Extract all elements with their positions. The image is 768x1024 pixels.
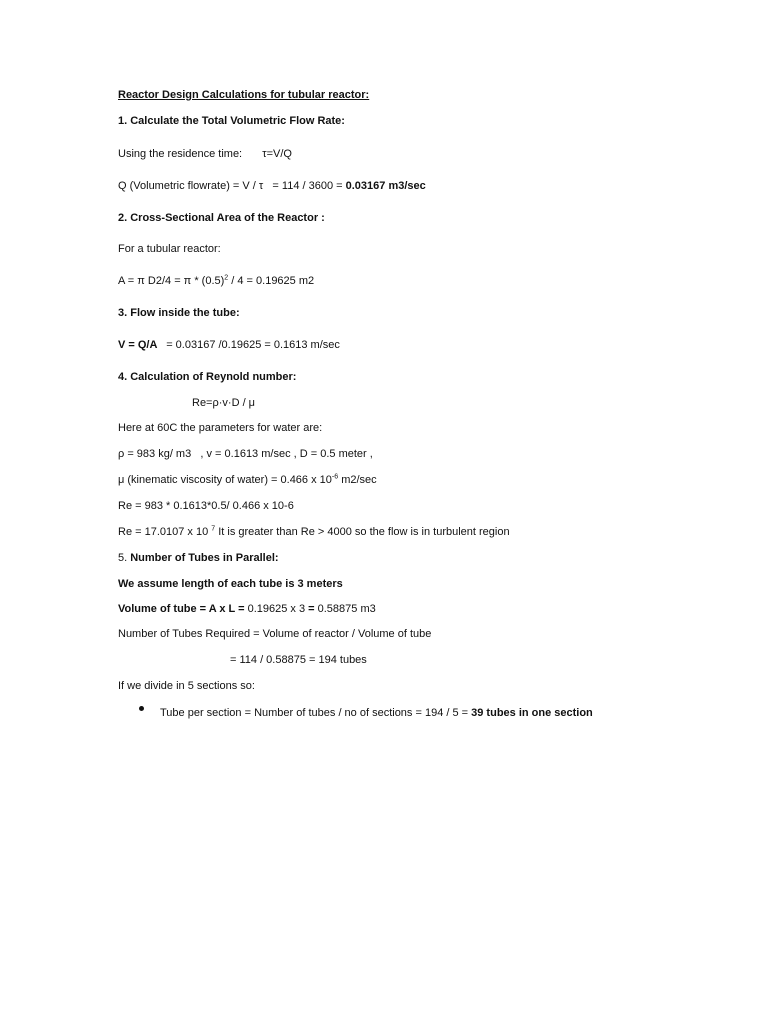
area-formula-line [118,274,314,288]
volumetric-flowrate-line [118,179,426,193]
reynolds-result-part-b: It is greater than Re > 4000 so the flow is in turbulent region [215,526,510,538]
reynolds-formula: Re=ρ·v·D / μ [192,397,256,409]
section-4-heading: 4. Calculation of Reynold number: [118,371,297,383]
section-1-heading: 1. Calculate the Total Volumetric Flow Rate: [118,115,345,127]
area-formula-part-b: / 4 = 0.19625 m2 [228,275,315,287]
velocity-calc: = 0.03167 /0.19625 = 0.1613 m/sec [163,339,340,351]
area-exponent: 2 [224,274,229,282]
tube-volume-calc-a: 0.19625 x 3 [247,603,309,615]
sections-intro: If we divide in 5 sections so: [118,680,255,692]
section-5-heading-line [118,551,279,565]
residence-time-line [118,147,292,161]
residence-time-label: Using the residence time: [118,148,243,160]
velocity-line [118,338,340,352]
bullet-point [139,706,144,711]
tubular-reactor-intro: For a tubular reactor: [118,243,221,255]
residence-time-formula: τ=V/Q [262,148,292,160]
tubes-per-section-calc: Tube per section = Number of tubes / no of sections = 194 / 5 = [160,707,472,719]
document-title: Reactor Design Calculations for tubular reactor: [118,89,370,101]
viscosity-exponent: -6 [331,473,339,481]
volumetric-flowrate-result: 0.03167 m3/sec [345,180,426,192]
parameters-intro: Here at 60C the parameters for water are: [118,422,323,434]
viscosity-line [118,473,377,487]
section-5-number: 5. [118,552,131,564]
parameters-values: ρ = 983 kg/ m3 , v = 0.1613 m/sec , D = 0.5 meter , [118,448,373,460]
tube-volume-calc-b: 0.58875 m3 [314,603,376,615]
tube-volume-equals: = [308,603,315,615]
viscosity-part-a: μ (kinematic viscosity of water) = 0.466 x 10 [118,474,332,486]
tube-length-assumption: We assume length of each tube is 3 meters [118,578,343,590]
viscosity-part-b: m2/sec [338,474,377,486]
reynolds-result-line [118,525,510,539]
velocity-formula: V = Q/A [118,339,164,351]
section-3-heading: 3. Flow inside the tube: [118,307,240,319]
section-2-heading: 2. Cross-Sectional Area of the Reactor : [118,212,325,224]
tube-volume-label: Volume of tube = A x L = [118,603,248,615]
tubes-required-formula: Number of Tubes Required = Volume of reactor / Volume of tube [118,628,432,640]
area-formula-part-a: A = π D2/4 = π * (0.5) [118,275,225,287]
reynolds-calculation: Re = 983 * 0.1613*0.5/ 0.466 x 10-6 [118,500,294,512]
tubes-required-calc: = 114 / 0.58875 = 194 tubes [230,654,367,666]
tube-volume-line [118,602,376,616]
reynolds-exponent: 7 [211,525,216,533]
reynolds-result-part-a: Re = 17.0107 x 10 [118,526,212,538]
tubes-per-section-result: 39 tubes in one section [471,707,593,719]
tubes-per-section-item [160,706,593,720]
volumetric-flowrate-calc: Q (Volumetric flowrate) = V / τ = 114 / 3600 = [118,180,346,192]
section-5-heading: Number of Tubes in Parallel: [130,552,279,564]
